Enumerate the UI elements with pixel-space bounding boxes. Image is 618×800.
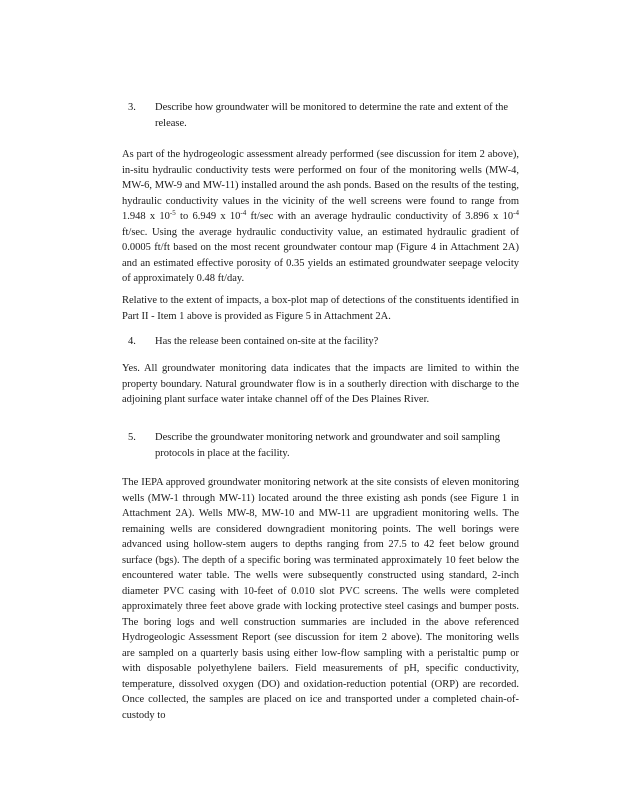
question-5-text: Describe the groundwater monitoring network and groundwater and soil sampling protocols in place at the facility. xyxy=(155,432,500,459)
paragraph-containment: Yes. All groundwater monitoring data indicates that the impacts are limited to within the property boundary. Natural groundwater flow is in a southerly direction with discharge to the adjoining plant surface water intake channel off of the Des Plaines River. xyxy=(122,363,519,405)
question-3-text: Describe how groundwater will be monitored to determine the rate and extent of the release. xyxy=(155,102,509,129)
paragraph-monitoring-network: The IEPA approved groundwater monitoring network at the site consists of eleven monitoring wells (MW-1 through MW-11) located around the three existing ash ponds (see Figure 1 in Attachment 2A). Wells MW-8, MW-10 and MW-11 are upgradient monitoring wells. The remaining wells are considered downgradient monitoring points. The well borings were advanced using hollow-stem augers to depths ranging from 27.5 to 42 feet below ground surface (bgs). The depth of a specific boring was terminated approximately 10 feet below the encountered water table. The wells were subsequently constructed using standard, 2-inch diameter PVC casing with 10-feet of 0.010 slot PVC screens. The wells were completed approximately three feet above grade with locking protective steel casings and bumper posts. The boring logs and well construction summaries are included in the above referenced Hydrogeologic Assessment Report (see discussion for item 2 above). The monitoring wells are sampled on a quarterly basis using either low-flow sampling with a peristaltic pump or with disposable polyethylene bailers. Field measurements of pH, specific conductivity, temperature, dissolved oxygen (DO) and oxidation-reduction potential (ORP) are recorded. Once collected, the samples are placed on ice and transported under a completed chain-of-custody to xyxy=(122,477,519,721)
question-4-number: 4. xyxy=(128,336,136,347)
question-3-number: 3. xyxy=(128,102,136,113)
question-3 xyxy=(128,100,518,131)
paragraph-hydraulic-conductivity: As part of the hydrogeologic assessment already performed (see discussion for item 2 above), in-situ hydraulic conductivity tests were performed on four of the monitoring wells (MW-4, MW-6, MW-9 and MW-11) installed around the ash ponds. Based on the results of the testing, hydraulic conductivity values in the vicinity of the well screens were found to range from 1.948 x $10^{-5}$ to 6.949 x $10^{-4}$ ft/sec with an average hydraulic conductivity of 3.896 x $10^{-4}$ ft/sec. Using the average hydraulic conductivity value, an estimated hydraulic gradient of 0.0005 ft/ft based on the most recent groundwater contour map (Figure 4 in Attachment 2A) and an estimated effective porosity of 0.35 yields an estimated groundwater seepage velocity of approximately 0.48 ft/day. xyxy=(122,149,520,284)
question-4 xyxy=(128,334,518,350)
question-5 xyxy=(128,430,518,461)
paragraph-extent-of-impacts: Relative to the extent of impacts, a box-plot map of detections of the constituents identified in Part II - Item 1 above is provided as Figure 5 in Attachment 2A. xyxy=(122,295,519,322)
question-4-text: Has the release been contained on-site at the facility? xyxy=(155,336,379,347)
question-5-number: 5. xyxy=(128,432,136,443)
